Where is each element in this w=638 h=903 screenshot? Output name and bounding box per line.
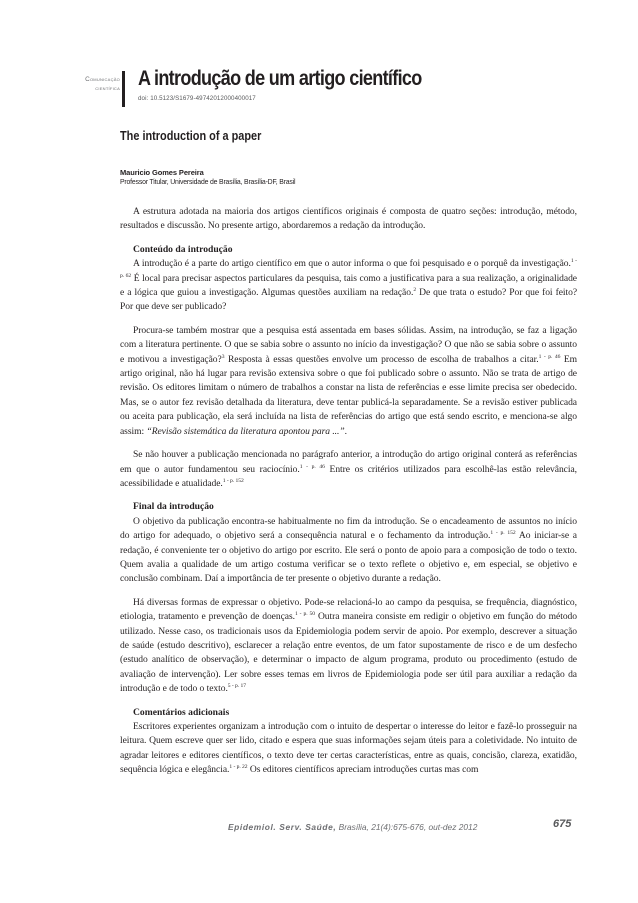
citation-superscript: 1 - p. 50 — [294, 611, 316, 618]
citation-superscript: 1 - p. 62 — [120, 258, 577, 279]
article-body — [120, 205, 577, 787]
author-affiliation: Professor Titular, Universidade de Brasília, Brasília-DF, Brasil — [120, 177, 296, 186]
author-name: Mauricio Gomes Pereira — [120, 168, 204, 177]
citation-superscript: 1 - p. 152 — [490, 530, 516, 537]
journal-name: Epidemiol. Serv. Saúde, — [228, 822, 337, 832]
citation-superscript: 2 — [413, 287, 417, 294]
paragraph: Se não houver a publicação mencionada no parágrafo anterior, a introdução do artigo original conterá as referências em que o autor fundamentou seu raciocínio.$^{1 - p. 46}$ Entre os critérios utilizados para escolhê-las estão relevância, acessibilidade e atualidade.$^{1 - p. 152}$ — [120, 449, 577, 489]
footer-citation — [228, 822, 477, 832]
citation-superscript: 5 - p. 17 — [227, 683, 246, 690]
section-heading: Comentários adicionais — [133, 706, 230, 718]
paragraph: A estrutura adotada na maioria dos artigos científicos originais é composta de quatro seções: introdução, método, resultados e discussão. No presente artigo, abordaremos a redação da introdução. — [120, 206, 577, 232]
section-heading: Conteúdo da introdução — [133, 243, 233, 255]
page-number: 675 — [553, 818, 572, 830]
doi: doi: 10.5123/S1679-49742012000400017 — [138, 95, 256, 102]
citation-superscript: 1 - p. 152 — [222, 477, 244, 484]
citation-superscript: 1 - p. 22 — [229, 764, 248, 771]
title-divider-bar — [122, 71, 125, 107]
citation-superscript: 1 - p. 46 — [299, 463, 325, 470]
citation-superscript: 3 — [221, 353, 225, 360]
paragraph: O objetivo da publicação encontra-se habitualmente no fim da introdução. Se o encadeamento de assuntos no início do artigo for adequado, o objetivo será a consequência natural e o fechamento da introdução.$^{1 - p. 152}$ Ao iniciar-se a redação, é conveniente ter o objetivo do artigo por escrito. Ele será o ponto de apoio para a composição de todo o texto. Quem avalia a qualidade de um artigo costuma verificar se o texto reflete o objetivo e, em especial, se objetivo e conclusão combinam. Daí a importância de ter presente o objetivo durante a redação. — [120, 515, 577, 585]
section-label-line2: científica — [95, 84, 120, 92]
journal-issue: Brasília, 21(4):675-676, out-dez 2012 — [336, 822, 478, 832]
paragraph: Há diversas formas de expressar o objetivo. Pode-se relacioná-lo ao campo da pesquisa, se frequência, diagnóstico, etiologia, tratamento e prevenção de doenças.$^{1 - p. 50}$ Outra maneira consiste em redigir o objetivo em função do método utilizado. Nesse caso, os tradicionais usos da Epidemiologia podem servir de apoio. Por exemplo, descrever a situação de saúde (estudo descritivo), esclarecer a relação entre eventos, de um fator supostamente de risco e de um desfecho (estudo analítico de observação), e determinar o impacto de algum programa, produto ou procedimento (estudo de avaliação de intervenção). Ler sobre esses temas em livros de Epidemiologia pode ser útil para auxiliar a redação da introdução e de todo o texto.$^{5 - p. 17}$ — [120, 596, 577, 695]
paragraph: Escritores experientes organizam a introdução com o intuito de despertar o interesse do leitor e fazê-lo prosseguir na leitura. Quem escreve quer ser lido, citado e espera que suas informações sejam úteis para a coletividade. No intuito de agradar leitores e editores científicos, o texto deve ter certas características, entre as quais, concisão, clareza, exatidão, sequência lógica e elegância.$^{1 - p. 22}$ Os editores científicos apreciam introduções curtas mas com — [120, 721, 577, 776]
section-label-line1: Comunicação — [85, 76, 120, 83]
section-label — [64, 76, 120, 93]
paragraph: A introdução é a parte do artigo científico em que o autor informa o que foi pesquisado e o porquê da investigação.$^{1 - p. 62}$ É local para precisar aspectos particulares da pesquisa, tais como a justificativa para a sua realização, a originalidade e a lógica que guiou a investigação. Algumas questões auxiliam na redação.$^2$ De que trata o estudo? Por que foi feito? Por que deve ser publicado? — [120, 258, 578, 313]
quoted-text: “Revisão sistemática da literatura apontou para ...” — [146, 425, 345, 437]
citation-superscript: 1 - p. 46 — [538, 353, 561, 360]
english-title: The introduction of a paper — [120, 128, 262, 143]
section-heading: Final da introdução — [133, 501, 214, 513]
article-title: A introdução de um artigo científico — [138, 67, 422, 90]
paragraph: Procura-se também mostrar que a pesquisa está assentada em bases sólidas. Assim, na introdução, se faz a ligação com a literatura pertinente. O que se sabia sobre o assunto no início da investigação? O que não se sabia sobre o assunto e motivou a investigação?$^3$ Resposta à essas questões envolve um processo de escolha de trabalhos a citar.$^{1 - p. 46}$ Em artigo original, não há lugar para revisão extensiva sobre o que foi publicado sobre o assunto. Não se trata de artigo de revisão. Os editores limitam o número de trabalhos a constar na lista de referências e esse limite precisa ser obedecido. Mas, se o autor fez revisão detalhada da literatura, deve tentar publicá-la separadamente. Se a revisão estiver publicada ou aceita para publicação, ela será incluída na lista de referências do artigo que está sendo escrito, e menciona-se algo assim: “Revisão sistemática da literatura apontou para ...”. — [120, 324, 578, 437]
